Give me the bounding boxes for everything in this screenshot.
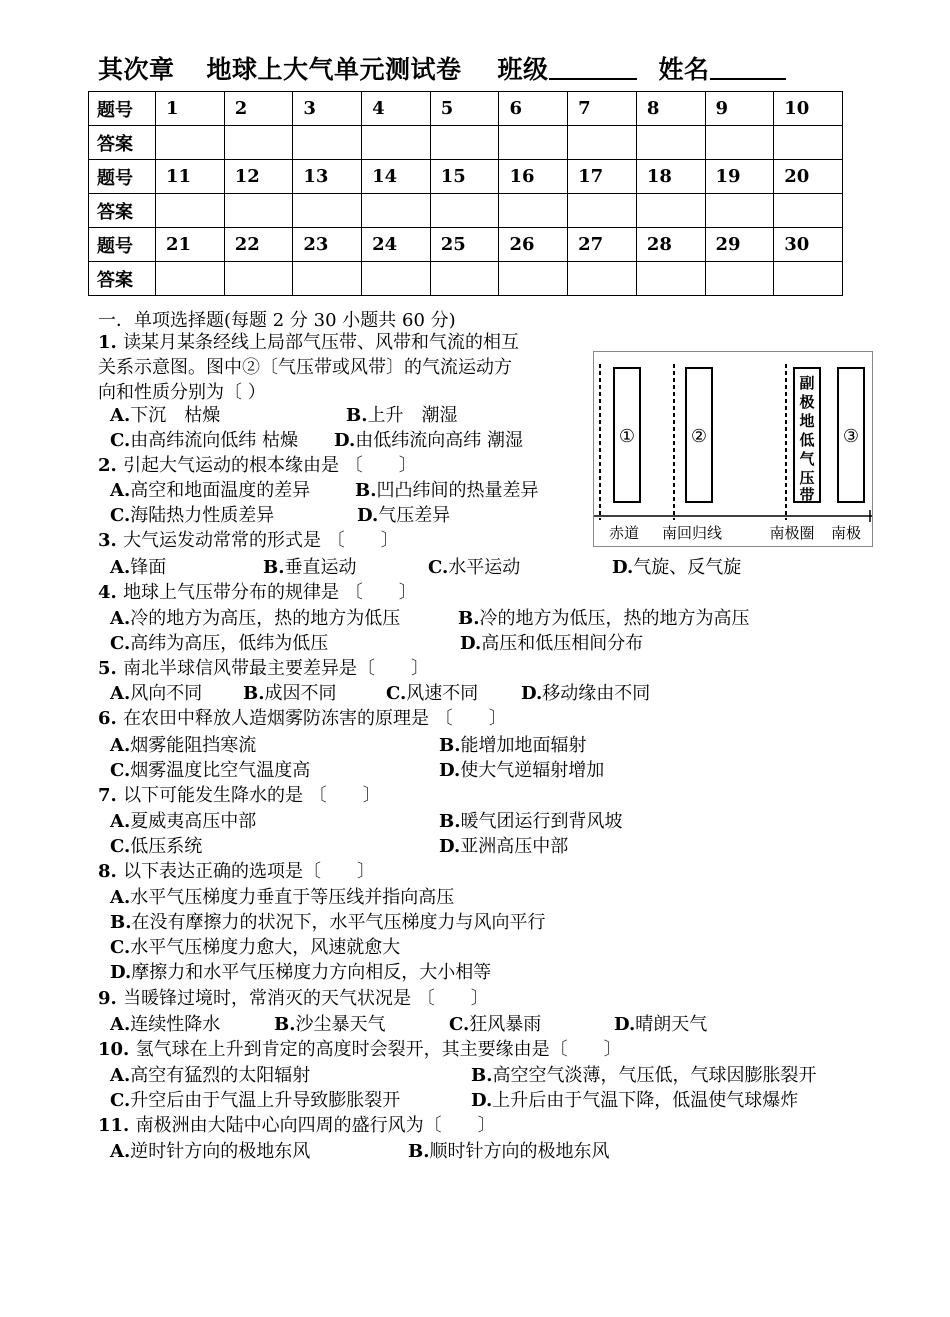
answer-option[interactable]: C.风速不同	[386, 683, 479, 704]
answer-cell[interactable]	[224, 262, 293, 296]
figure-label-2: ②	[690, 426, 708, 447]
question-number: 11.	[98, 1115, 136, 1136]
figure-label-3: ③	[842, 426, 860, 447]
answer-cell[interactable]	[774, 262, 843, 296]
question-number-cell: 25	[430, 228, 499, 262]
svg-text:极: 极	[799, 393, 815, 411]
question-number-cell: 7	[568, 92, 637, 126]
question-text: 向和性质分别为〔 ）	[98, 382, 266, 403]
answer-option[interactable]: D.亚洲高压中部	[439, 836, 569, 857]
answer-cell[interactable]	[224, 126, 293, 160]
answer-option[interactable]: B.暖气团运行到背风坡	[439, 811, 623, 832]
question-number: 2.	[98, 455, 124, 476]
answer-cell[interactable]	[362, 262, 431, 296]
answer-cell[interactable]	[568, 262, 637, 296]
axis-tropic: 南回归线	[661, 524, 723, 542]
question-text: 11. 南极洲由大陆中心向四周的盛行风为〔 〕	[98, 1115, 496, 1136]
question-text: 8. 以下表达正确的选项是〔 〕	[98, 861, 376, 882]
question-number-cell: 21	[156, 228, 225, 262]
question-number-cell: 13	[293, 160, 362, 194]
answer-option[interactable]: C.海陆热力性质差异	[110, 505, 275, 526]
answer-option[interactable]: C.升空后由于气温上升导致膨胀裂开	[110, 1090, 401, 1111]
page-title	[98, 50, 786, 86]
question-number-cell: 20	[774, 160, 843, 194]
answer-option[interactable]: A.高空和地面温度的差异	[110, 480, 311, 501]
question-number-cell: 17	[568, 160, 637, 194]
question-number: 4.	[98, 582, 124, 603]
question-text: 2. 引起大气运动的根本缘由是 〔 〕	[98, 455, 417, 476]
answer-cell[interactable]	[430, 262, 499, 296]
question-number: 3.	[98, 530, 124, 551]
question-number-cell: 19	[705, 160, 774, 194]
answer-option[interactable]: B.顺时针方向的极地东风	[408, 1141, 610, 1162]
answer-option[interactable]: A.下沉 枯燥	[110, 405, 221, 426]
answer-option[interactable]: C.高纬为高压，低纬为低压	[110, 633, 329, 654]
question-number-cell: 11	[156, 160, 225, 194]
question-number-cell: 8	[636, 92, 705, 126]
answer-option[interactable]: A.逆时针方向的极地东风	[110, 1141, 311, 1162]
answer-option[interactable]: D.高压和低压相间分布	[460, 633, 644, 654]
svg-text:带: 带	[799, 486, 815, 504]
answer-cell[interactable]	[705, 126, 774, 160]
axis-south-pole: 南极	[830, 524, 862, 542]
answer-option[interactable]: A.风向不同	[110, 683, 203, 704]
answer-option[interactable]: D.气压差异	[357, 505, 451, 526]
answer-table	[88, 91, 843, 296]
answer-row	[89, 262, 843, 296]
answer-cell[interactable]	[636, 194, 705, 228]
question-number: 9.	[98, 988, 124, 1009]
answer-option[interactable]: B.在没有摩擦力的状况下，水平气压梯度力与风向平行	[110, 912, 546, 933]
question-text: 9. 当暖锋过境时，常消灭的天气状况是 〔 〕	[98, 988, 489, 1009]
answer-header: 答案	[89, 262, 156, 296]
answer-option[interactable]: D.由低纬流向高纬 潮湿	[334, 430, 523, 451]
question-number-cell: 5	[430, 92, 499, 126]
chapter-label: 其次章	[98, 55, 175, 84]
answer-cell[interactable]	[499, 194, 568, 228]
answer-cell[interactable]	[430, 126, 499, 160]
answer-option[interactable]: A.烟雾能阻挡寒流	[110, 735, 257, 756]
question-number-cell: 14	[362, 160, 431, 194]
question-number: 8.	[98, 861, 124, 882]
question-number: 5.	[98, 658, 124, 679]
answer-cell[interactable]	[362, 126, 431, 160]
answer-cell[interactable]	[156, 126, 225, 160]
answer-cell[interactable]	[568, 126, 637, 160]
name-blank[interactable]	[710, 54, 786, 80]
question-text: 5. 南北半球信风带最主要差异是〔 〕	[98, 658, 430, 679]
number-header: 题号	[89, 228, 156, 262]
question-number-cell: 18	[636, 160, 705, 194]
question-number-cell: 27	[568, 228, 637, 262]
answer-option[interactable]: C.水平气压梯度力愈大，风速就愈大	[110, 937, 401, 958]
question-number-cell: 2	[224, 92, 293, 126]
question-number-cell: 1	[156, 92, 225, 126]
svg-text:低: 低	[799, 431, 815, 449]
number-header: 题号	[89, 160, 156, 194]
answer-cell[interactable]	[774, 126, 843, 160]
question-number-cell: 16	[499, 160, 568, 194]
question-number-cell: 22	[224, 228, 293, 262]
answer-option[interactable]: C.水平运动	[428, 557, 521, 578]
svg-text:地: 地	[799, 412, 815, 430]
answer-cell[interactable]	[362, 194, 431, 228]
answer-option[interactable]: A.夏威夷高压中部	[110, 811, 257, 832]
answer-option[interactable]: B.沙尘暴天气	[274, 1014, 386, 1035]
question-text: 7. 以下可能发生降水的是 〔 〕	[98, 785, 381, 806]
figure-label-1: ①	[618, 426, 636, 447]
answer-option[interactable]: D.气旋、反气旋	[612, 557, 742, 578]
answer-cell[interactable]	[293, 262, 362, 296]
answer-header: 答案	[89, 194, 156, 228]
question-number: 7.	[98, 785, 124, 806]
question-number-cell: 28	[636, 228, 705, 262]
answer-cell[interactable]	[293, 126, 362, 160]
answer-option[interactable]: B.高空空气淡薄，气压低，气球因膨胀裂开	[471, 1065, 817, 1086]
question-number-cell: 10	[774, 92, 843, 126]
question-number-cell: 23	[293, 228, 362, 262]
answer-cell[interactable]	[774, 194, 843, 228]
answer-option[interactable]: C.由高纬流向低纬 枯燥	[110, 430, 299, 451]
svg-text:气: 气	[799, 450, 815, 468]
question-number-cell: 29	[705, 228, 774, 262]
axis-antarctic-circle: 南极圈	[769, 524, 815, 542]
question-number-cell: 9	[705, 92, 774, 126]
answer-cell[interactable]	[636, 262, 705, 296]
question-number-cell: 30	[774, 228, 843, 262]
band-label	[798, 374, 815, 504]
answer-cell[interactable]	[499, 262, 568, 296]
answer-cell[interactable]	[705, 262, 774, 296]
question-number-cell: 6	[499, 92, 568, 126]
answer-option[interactable]: B.上升 潮湿	[346, 405, 458, 426]
test-title: 地球上大气单元测试卷	[206, 55, 462, 84]
answer-cell[interactable]	[636, 126, 705, 160]
svg-text:压: 压	[799, 469, 815, 487]
answer-row	[89, 126, 843, 160]
name-label: 姓名	[658, 55, 710, 84]
question-number-cell: 15	[430, 160, 499, 194]
number-header: 题号	[89, 92, 156, 126]
axis-equator: 赤道	[608, 524, 640, 542]
question-text: 1. 读某月某条经线上局部气压带、风带和气流的相互	[98, 332, 520, 353]
answer-option[interactable]: D.晴朗天气	[614, 1014, 708, 1035]
answer-cell[interactable]	[705, 194, 774, 228]
question-text: 3. 大气运发动常常的形式是 〔 〕	[98, 530, 399, 551]
class-blank[interactable]	[549, 54, 637, 80]
answer-option[interactable]: B.冷的地方为低压，热的地方为高压	[458, 608, 750, 629]
question-number-cell: 4	[362, 92, 431, 126]
answer-cell[interactable]	[156, 194, 225, 228]
answer-option[interactable]: B.能增加地面辐射	[439, 735, 587, 756]
answer-option[interactable]: A.水平气压梯度力垂直于等压线并指向高压	[110, 887, 455, 908]
question-text: 4. 地球上气压带分布的规律是 〔 〕	[98, 582, 417, 603]
question-number-cell: 26	[499, 228, 568, 262]
answer-cell[interactable]	[224, 194, 293, 228]
question-number: 1.	[98, 332, 124, 353]
question-text: 6. 在农田中释放人造烟雾防冻害的原理是 〔 〕	[98, 708, 507, 729]
answer-option[interactable]: C.烟雾温度比空气温度高	[110, 760, 311, 781]
question-number-cell: 3	[293, 92, 362, 126]
answer-option[interactable]: D.使大气逆辐射增加	[439, 760, 605, 781]
question-number-cell: 12	[224, 160, 293, 194]
answer-option[interactable]: B.垂直运动	[263, 557, 357, 578]
question-number: 6.	[98, 708, 124, 729]
answer-cell[interactable]	[430, 194, 499, 228]
answer-option[interactable]: D.上升后由于气温下降，低温使气球爆炸	[471, 1090, 799, 1111]
question-text: 关系示意图。图中②〔气压带或风带〕的气流运动方	[98, 357, 512, 378]
answer-option[interactable]: B.成因不同	[243, 683, 337, 704]
number-row	[89, 92, 843, 126]
answer-option[interactable]: A.锋面	[110, 557, 167, 578]
class-label: 班级	[497, 55, 549, 84]
number-row	[89, 160, 843, 194]
answer-option[interactable]: A.连续性降水	[110, 1014, 221, 1035]
question-text: 10. 氢气球在上升到肯定的高度时会裂开，其主要缘由是〔 〕	[98, 1039, 622, 1060]
answer-option[interactable]: A.冷的地方为高压，热的地方为低压	[110, 608, 401, 629]
answer-cell[interactable]	[499, 126, 568, 160]
section-title: 一．单项选择题(每题 2 分 30 小题共 60 分)	[98, 310, 456, 331]
question-number: 10.	[98, 1039, 136, 1060]
svg-text:副: 副	[799, 374, 815, 392]
answer-option[interactable]: A.高空有猛烈的太阳辐射	[110, 1065, 311, 1086]
answer-row	[89, 194, 843, 228]
pressure-belt-figure	[593, 351, 873, 547]
answer-cell[interactable]	[568, 194, 637, 228]
question-number-cell: 24	[362, 228, 431, 262]
answer-option[interactable]: B.凹凸纬间的热量差异	[355, 480, 539, 501]
answer-option[interactable]: C.狂风暴雨	[449, 1014, 542, 1035]
answer-header: 答案	[89, 126, 156, 160]
answer-cell[interactable]	[293, 194, 362, 228]
answer-option[interactable]: D.摩擦力和水平气压梯度力方向相反，大小相等	[110, 962, 492, 983]
answer-option[interactable]: C.低压系统	[110, 836, 203, 857]
answer-option[interactable]: D.移动缘由不同	[521, 683, 651, 704]
answer-cell[interactable]	[156, 262, 225, 296]
number-row	[89, 228, 843, 262]
